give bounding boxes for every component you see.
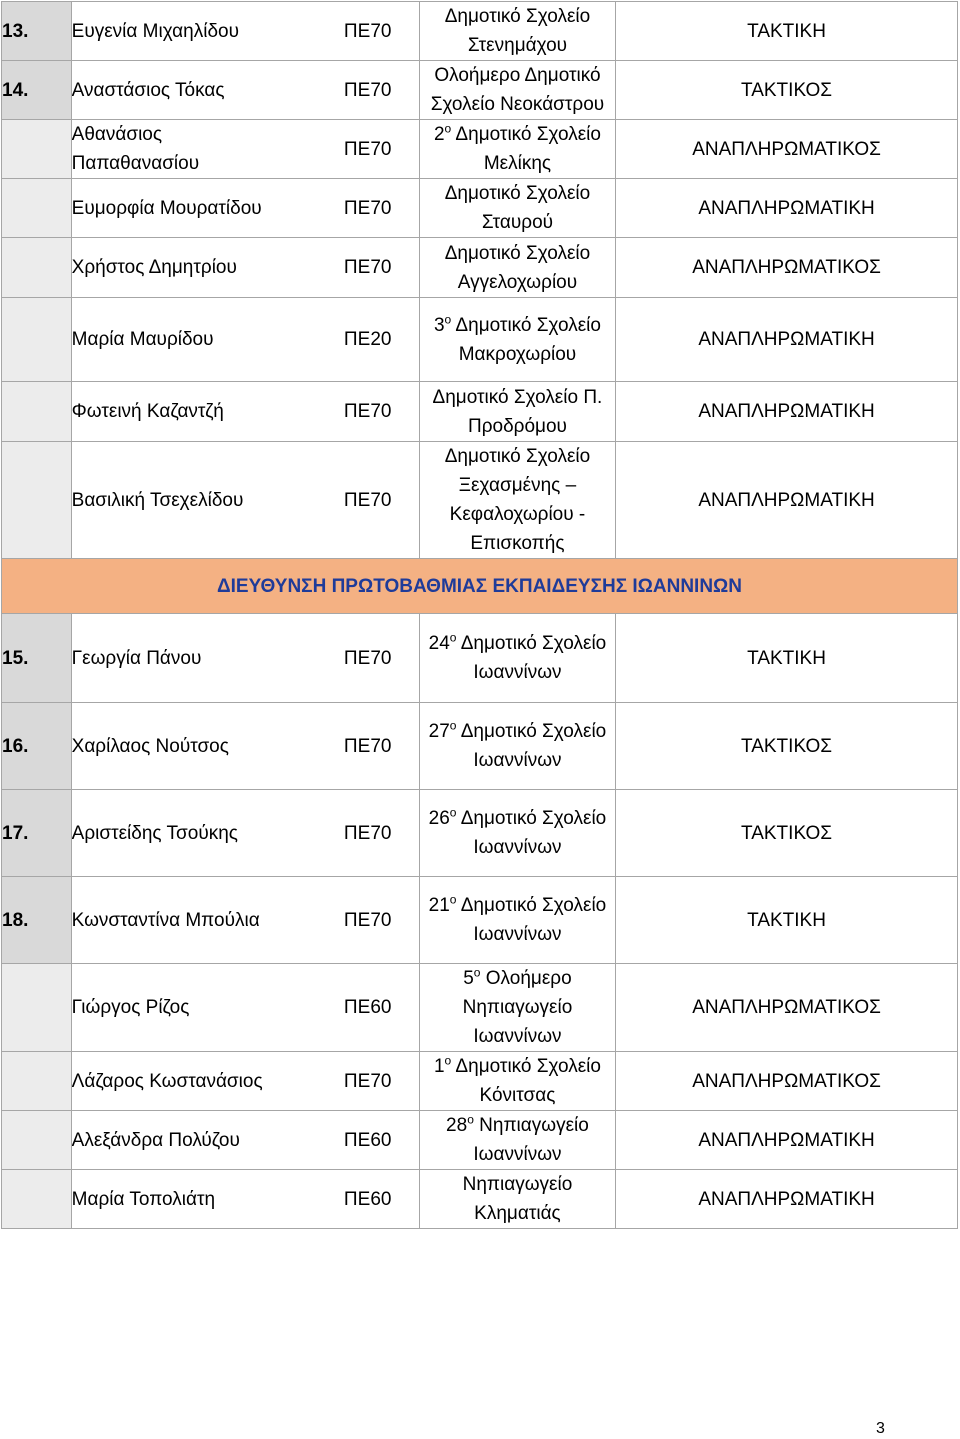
school-ordinal-number: 27 (428, 721, 450, 742)
teacher-specialty-cell (289, 1111, 419, 1170)
teacher-specialty-cell (289, 703, 419, 790)
school-ordinal-suffix: ο (449, 805, 457, 820)
teacher-specialty-cell (289, 442, 419, 559)
teacher-name: Ευμορφία Μουρατίδου (71, 179, 289, 238)
school-name-cell (419, 2, 615, 61)
school-name: Δημοτικό Σχολείο Ιωαννίνων (456, 808, 607, 858)
row-number (2, 1052, 72, 1111)
school-name-cell (419, 964, 615, 1052)
teacher-name: Χαρίλαος Νούτσος (71, 703, 289, 790)
school-name: Δημοτικό Σχολείο Ιωαννίνων (456, 895, 607, 945)
teacher-name: Φωτεινή Καζαντζή (71, 382, 289, 442)
school-name-cell (419, 877, 615, 964)
school-ordinal-number: 5 (463, 968, 474, 989)
employment-status: ΤΑΚΤΙΚΟΣ (616, 703, 958, 790)
row-number: 15. (2, 614, 72, 703)
teacher-specialty-cell (289, 790, 419, 877)
row-number (2, 382, 72, 442)
teacher-name: Αριστείδης Τσούκης (71, 790, 289, 877)
teacher-name: Γεωργία Πάνου (71, 614, 289, 703)
employment-status: ΤΑΚΤΙΚΗ (616, 877, 958, 964)
row-number (2, 1170, 72, 1229)
table-row (2, 614, 958, 703)
teacher-specialty: ΠΕ70 (343, 1070, 392, 1092)
row-number (2, 298, 72, 382)
school-name-cell (419, 614, 615, 703)
employment-status: ΑΝΑΠΛΗΡΩΜΑΤΙΚΟΣ (616, 1052, 958, 1111)
table-row (2, 964, 958, 1052)
table-row (2, 1170, 958, 1229)
teacher-specialty: ΠΕ20 (343, 329, 392, 350)
school-ordinal-suffix: ο (449, 718, 457, 733)
school-name-cell (419, 298, 615, 382)
school-name: Δημοτικό Σχολείο Ιωαννίνων (456, 633, 607, 683)
teacher-specialty: ΠΕ70 (343, 401, 392, 422)
school-name-cell (419, 238, 615, 298)
school-ordinal-suffix: ο (449, 892, 457, 907)
school-ordinal-number: 2 (433, 124, 445, 145)
teacher-specialty: ΠΕ60 (343, 997, 392, 1018)
teacher-name: Χρήστος Δημητρίου (71, 238, 289, 298)
row-number: 13. (2, 2, 72, 61)
teacher-specialty-cell (289, 382, 419, 442)
school-ordinal-suffix: ο (444, 1053, 452, 1068)
employment-status: ΑΝΑΠΛΗΡΩΜΑΤΙΚΗ (616, 382, 958, 442)
school-name-cell (419, 1111, 615, 1170)
employment-status: ΑΝΑΠΛΗΡΩΜΑΤΙΚΗ (616, 298, 958, 382)
table-row (2, 179, 958, 238)
teacher-specialty-cell (289, 877, 419, 964)
teacher-specialty: ΠΕ70 (343, 735, 392, 757)
employment-status: ΑΝΑΠΛΗΡΩΜΑΤΙΚΗ (616, 442, 958, 559)
school-name: Νηπιαγωγείο Κληματιάς (462, 1174, 573, 1224)
school-ordinal-number: 1 (433, 1056, 445, 1077)
school-ordinal-suffix: ο (467, 1112, 474, 1127)
row-number (2, 179, 72, 238)
section-header-row (2, 559, 958, 614)
school-ordinal-number: 21 (428, 895, 450, 916)
teacher-specialty: ΠΕ60 (343, 1188, 392, 1210)
school-name-cell (419, 382, 615, 442)
school-ordinal-suffix: ο (444, 121, 452, 136)
row-number (2, 238, 72, 298)
school-name: Ολοήμερο Δημοτικό Σχολείο Νεοκάστρου (430, 65, 605, 115)
school-name-cell (419, 790, 615, 877)
teacher-name: Γιώργος Ρίζος (71, 964, 289, 1052)
school-name: Δημοτικό Σχολείο Μακροχωρίου (451, 314, 601, 365)
employment-status: ΤΑΚΤΙΚΗ (616, 2, 958, 61)
school-name: Δημοτικό Σχολείο Ιωαννίνων (456, 721, 607, 771)
teacher-name: Κωνσταντίνα Μπούλια (71, 877, 289, 964)
school-name: Δημοτικό Σχολείο Π. Προδρόμου (432, 386, 603, 437)
row-number: 17. (2, 790, 72, 877)
teacher-specialty: ΠΕ70 (343, 909, 392, 931)
employment-status: ΑΝΑΠΛΗΡΩΜΑΤΙΚΟΣ (616, 120, 958, 179)
table-row (2, 382, 958, 442)
row-number (2, 442, 72, 559)
teacher-specialty-cell (289, 179, 419, 238)
teacher-specialty: ΠΕ70 (343, 197, 392, 219)
school-name-cell (419, 61, 615, 120)
teacher-specialty: ΠΕ70 (343, 822, 392, 844)
page-number: 3 (876, 1420, 885, 1437)
table-row (2, 703, 958, 790)
teacher-name: Αλεξάνδρα Πολύζου (71, 1111, 289, 1170)
employment-status: ΑΝΑΠΛΗΡΩΜΑΤΙΚΗ (616, 1170, 958, 1229)
teacher-specialty-cell (289, 2, 419, 61)
school-ordinal-suffix: ο (473, 965, 481, 980)
table-row (2, 1111, 958, 1170)
table-row (2, 790, 958, 877)
school-name: Δημοτικό Σχολείο Ξεχασμένης – Κεφαλοχωρίου - Επισκοπής (444, 446, 591, 554)
teacher-specialty-cell (289, 61, 419, 120)
school-name: Νηπιαγωγείο Ιωαννίνων (473, 1115, 589, 1165)
row-number: 14. (2, 61, 72, 120)
employment-status: ΑΝΑΠΛΗΡΩΜΑΤΙΚΗ (616, 1111, 958, 1170)
table-row (2, 298, 958, 382)
employment-status: ΑΝΑΠΛΗΡΩΜΑΤΙΚΟΣ (616, 238, 958, 298)
table-row (2, 1052, 958, 1111)
school-name-cell (419, 1052, 615, 1111)
employment-status: ΤΑΚΤΙΚΟΣ (616, 790, 958, 877)
school-name: Δημοτικό Σχολείο Κόνιτσας (451, 1056, 601, 1106)
teacher-specialty-cell (289, 120, 419, 179)
teacher-specialty: ΠΕ70 (343, 257, 392, 278)
school-name: Δημοτικό Σχολείο Μελίκης (451, 124, 601, 174)
teacher-name: Λάζαρος Κωστανάσιος (71, 1052, 289, 1111)
school-name: Ολοήμερο Νηπιαγωγείο Ιωαννίνων (462, 968, 573, 1047)
table-row (2, 2, 958, 61)
teacher-specialty-cell (289, 964, 419, 1052)
school-name-cell (419, 703, 615, 790)
teacher-specialty: ΠΕ60 (343, 1129, 392, 1151)
teacher-specialty: ΠΕ70 (343, 489, 392, 511)
teacher-name: Ευγενία Μιχαηλίδου (71, 2, 289, 61)
table-row (2, 877, 958, 964)
table-body-ioannina (2, 614, 958, 1229)
section-header (2, 559, 958, 614)
school-name-cell (419, 179, 615, 238)
employment-status: ΤΑΚΤΙΚΗ (616, 614, 958, 703)
employment-status: ΑΝΑΠΛΗΡΩΜΑΤΙΚΟΣ (616, 964, 958, 1052)
table-row (2, 238, 958, 298)
row-number (2, 964, 72, 1052)
table-row (2, 120, 958, 179)
teacher-specialty-cell (289, 614, 419, 703)
row-number (2, 120, 72, 179)
teacher-name: Αθανάσιος Παπαθανασίου (71, 120, 289, 179)
employment-status: ΑΝΑΠΛΗΡΩΜΑΤΙΚΗ (616, 179, 958, 238)
school-name: Δημοτικό Σχολείο Στενημάχου (444, 6, 591, 56)
teacher-specialty: ΠΕ70 (343, 138, 392, 160)
section-header-text: ΔΙΕΥΘΥΝΣΗ ΠΡΩΤΟΒΑΘΜΙΑΣ ΕΚΠΑΙΔΕΥΣΗΣ ΙΩΑΝΝΙΝΩΝ (216, 575, 743, 597)
teacher-name: Μαρία Τοπολιάτη (71, 1170, 289, 1229)
school-ordinal-suffix: ο (444, 312, 452, 327)
table-body-thessaloniki (2, 2, 958, 559)
table-row (2, 61, 958, 120)
teacher-specialty: ΠΕ70 (343, 647, 392, 669)
teacher-specialty-cell (289, 238, 419, 298)
school-ordinal-number: 3 (433, 314, 445, 336)
teacher-specialty-cell (289, 1052, 419, 1111)
teacher-name: Μαρία Μαυρίδου (71, 298, 289, 382)
school-name-cell (419, 1170, 615, 1229)
school-name: Δημοτικό Σχολείο Σταυρού (444, 183, 591, 233)
employment-status: ΤΑΚΤΙΚΟΣ (616, 61, 958, 120)
school-ordinal-number: 26 (428, 808, 450, 829)
teacher-specialty: ΠΕ70 (343, 79, 392, 101)
row-number: 16. (2, 703, 72, 790)
teacher-specialty: ΠΕ70 (343, 20, 392, 42)
teacher-specialty-cell (289, 298, 419, 382)
teacher-name: Βασιλική Τσεχελίδου (71, 442, 289, 559)
table-row (2, 442, 958, 559)
school-name-cell (419, 120, 615, 179)
teacher-specialty-cell (289, 1170, 419, 1229)
teacher-name: Αναστάσιος Τόκας (71, 61, 289, 120)
school-ordinal-suffix: ο (449, 630, 457, 645)
row-number (2, 1111, 72, 1170)
school-ordinal-number: 28 (446, 1115, 468, 1136)
school-name-cell (419, 442, 615, 559)
row-number: 18. (2, 877, 72, 964)
school-ordinal-number: 24 (428, 633, 450, 654)
school-name: Δημοτικό Σχολείο Αγγελοχωρίου (444, 242, 591, 293)
assignments-table (1, 1, 958, 1229)
